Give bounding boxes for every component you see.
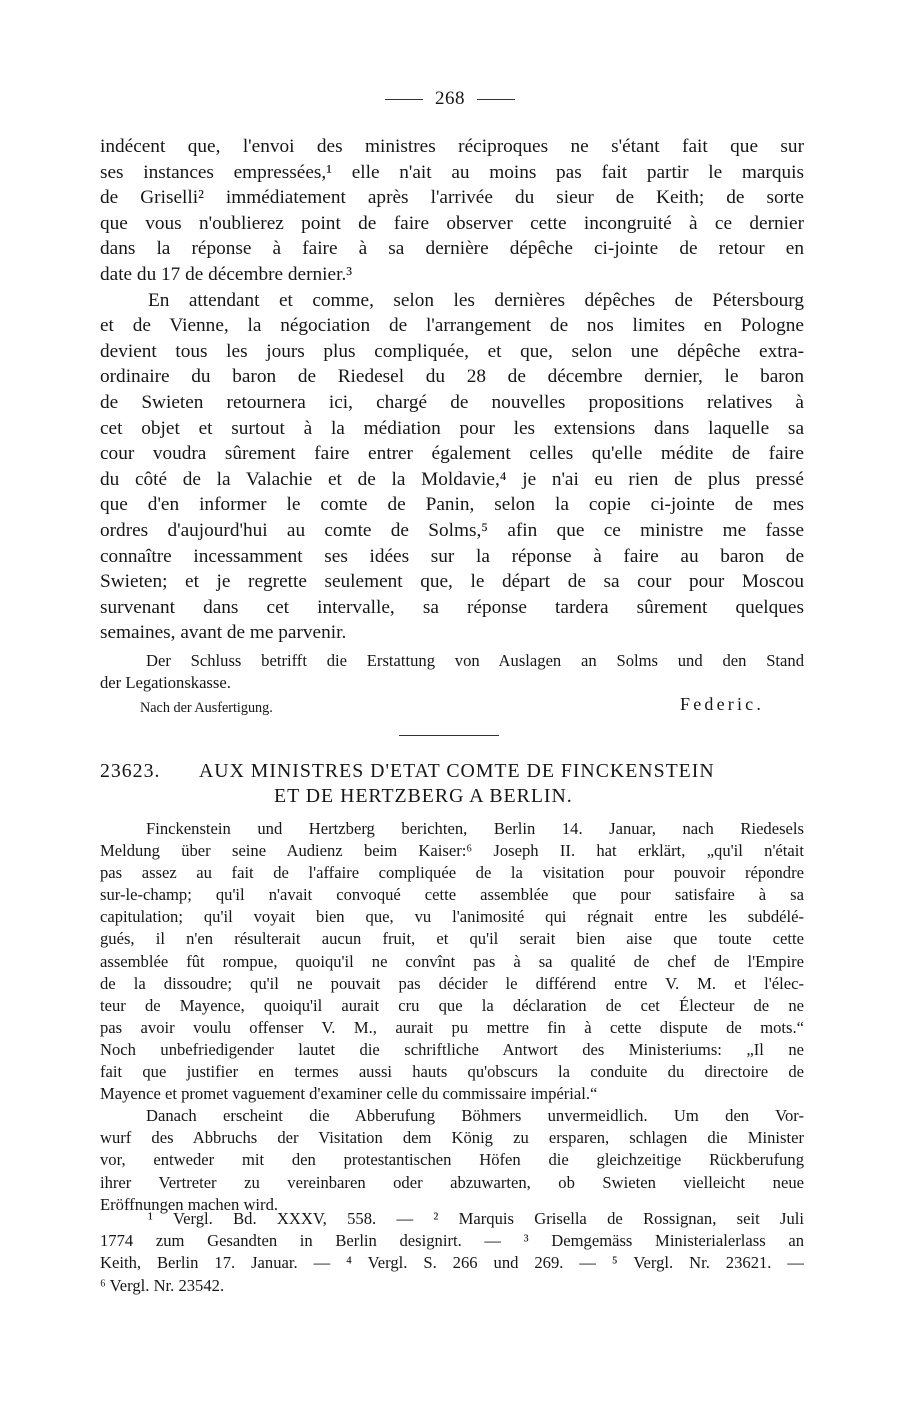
summary-line: Mayence et promet vaguement d'examiner celle du commissaire impérial.“ <box>100 1084 598 1104</box>
text-line: du côté de la Valachie et de la Moldavie,⁴ je n'ai eu rien de plus pressé <box>100 468 804 490</box>
summary-1 <box>100 650 804 694</box>
text-line: cour voudra sûrement faire entrer également celles qu'elle médite de faire <box>100 443 804 465</box>
footnote-line: Keith, Berlin 17. Januar. — ⁴ Vergl. S. 266 und 269. — ⁵ Vergl. Nr. 23621. — <box>100 1253 804 1273</box>
separator-rule <box>399 735 499 736</box>
source-note: Nach der Ausfertigung. <box>140 700 273 716</box>
summary-line: ihrer Vertreter zu vereinbaren oder abzuwarten, ob Swieten vielleicht neue <box>100 1172 804 1192</box>
footnote-line: ⁶ Vergl. Nr. 23542. <box>100 1275 225 1295</box>
summary-line: Der Schluss betrifft die Erstattung von Auslagen an Solms und den Stand <box>146 651 804 670</box>
text-line: que d'en informer le comte de Panin, selon la copie ci-jointe de mes <box>100 494 804 516</box>
left-dash <box>385 99 423 100</box>
text-line: indécent que, l'envoi des ministres réciproques ne s'étant fait que sur <box>100 136 804 157</box>
text-line: semaines, avant de me parvenir. <box>100 622 347 644</box>
summary-line: Noch unbefriedigender lautet die schriftliche Antwort des Ministeriums: „Il ne <box>100 1039 804 1059</box>
summary-line: teur de Mayence, quoiqu'il aurait cru que la déclaration de cet Électeur de ne <box>100 995 804 1015</box>
summary-line: sur-le-champ; qu'il n'avait convoqué cette assemblée que pour satisfaire à sa <box>100 885 804 905</box>
summary-line: der Legationskasse. <box>100 673 231 693</box>
main-paragraph-2 <box>100 288 804 646</box>
summary-line: fait que justifier en termes aussi hauts qu'obscurs la conduite du directoire de <box>100 1062 804 1082</box>
main-paragraph-1 <box>100 134 804 288</box>
page-number: 268 <box>435 88 465 109</box>
summary-line: vor, entweder mit den protestantischen Höfen die gleichzeitige Rückberufung <box>100 1150 804 1170</box>
summary-line: Finckenstein und Hertzberg berichten, Berlin 14. Januar, nach Riedesels <box>146 819 804 838</box>
text-line: de Griselli² immédiatement après l'arrivée du sieur de Keith; de sorte <box>100 187 804 209</box>
text-line: Swieten; et je regrette seulement que, le départ de sa cour pour Moscou <box>100 571 804 593</box>
summary-line: assemblée fût rompue, quoiqu'il ne convînt pas à sa qualité de chef de l'Empire <box>100 951 804 971</box>
summary-line: Eröffnungen machen wird. <box>100 1194 279 1214</box>
summary-line: Danach erscheint die Abberufung Böhmers unvermeidlich. Um den Vor- <box>146 1106 804 1126</box>
heading-line-2: ET DE HERTZBERG A BERLIN. <box>274 785 573 807</box>
footnote-line: ¹ Vergl. Bd. XXXV, 558. — ² Marquis Grisella de Rossignan, seit Juli <box>148 1209 804 1228</box>
heading-line-1: AUX MINISTRES D'ETAT COMTE DE FINCKENSTEIN <box>199 760 715 782</box>
footnote-line: 1774 zum Gesandten in Berlin designirt. — ³ Demgemäss Ministerialerlass an <box>100 1231 804 1251</box>
summary-line: Meldung über seine Audienz beim Kaiser:⁶ Joseph II. hat erklärt, „qu'il n'était <box>100 841 804 861</box>
text-line: devient tous les jours plus compliquée, et que, selon une dépêche extra- <box>100 340 804 362</box>
text-line: de Swieten retournera ici, chargé de nouvelles propositions relatives à <box>100 391 804 413</box>
main-text <box>100 134 804 646</box>
summary-line: pas avoir voulu offenser V. M., aurait pu mettre fin à cette dispute de mots.“ <box>100 1017 804 1037</box>
footnotes <box>100 1208 804 1297</box>
text-line: dans la réponse à faire à sa dernière dépêche ci-jointe de retour en <box>100 238 804 260</box>
text-line: survenant dans cet intervalle, sa réponse tardera sûrement quelques <box>100 596 804 618</box>
summary-line: gués, il n'en résulterait aucun fruit, et qu'il serait bien aise que toute cette <box>100 929 804 949</box>
letter-number: 23623. <box>100 760 161 782</box>
text-line: En attendant et comme, selon les dernières dépêches de Pétersbourg <box>148 289 804 311</box>
signature: Federic. <box>680 694 765 714</box>
text-line: ordres d'aujourd'hui au comte de Solms,⁵ afin que ce ministre me fasse <box>100 519 804 541</box>
text-line: que vous n'oublierez point de faire observer cette incongruité à ce dernier <box>100 212 804 234</box>
text-line: connaître incessamment ses idées sur la réponse à faire au baron de <box>100 545 804 567</box>
summary-line: pas assez au fait de l'affaire compliquée de la visitation pour pouvoir répondre <box>100 863 804 883</box>
summary-line: de la dissoudre; qu'il ne pouvait pas décider le différend entre V. M. et l'élec- <box>100 973 804 993</box>
summary-2 <box>100 818 804 1216</box>
text-line: et de Vienne, la négociation de l'arrangement de nos limites en Pologne <box>100 315 804 337</box>
text-line: ses instances empressées,¹ elle n'ait au moins pas fait partir le marquis <box>100 161 804 183</box>
summary-2-paragraph-1 <box>100 818 804 1105</box>
summary-line: capitulation; qu'il voyait bien que, vu l'animosité qui régnait entre les subdélé- <box>100 907 804 927</box>
summary-2-paragraph-2 <box>100 1105 804 1215</box>
text-line: ordinaire du baron de Riedesel du 28 de décembre dernier, le baron <box>100 366 804 388</box>
right-dash <box>477 99 515 100</box>
summary-line: wurf des Abbruchs der Visitation dem König zu ersparen, schlagen die Minister <box>100 1128 804 1148</box>
page-number-header <box>0 88 900 110</box>
text-line: date du 17 de décembre dernier.³ <box>100 263 353 285</box>
text-line: cet objet et surtout à la médiation pour les extensions dans laquelle sa <box>100 417 804 439</box>
